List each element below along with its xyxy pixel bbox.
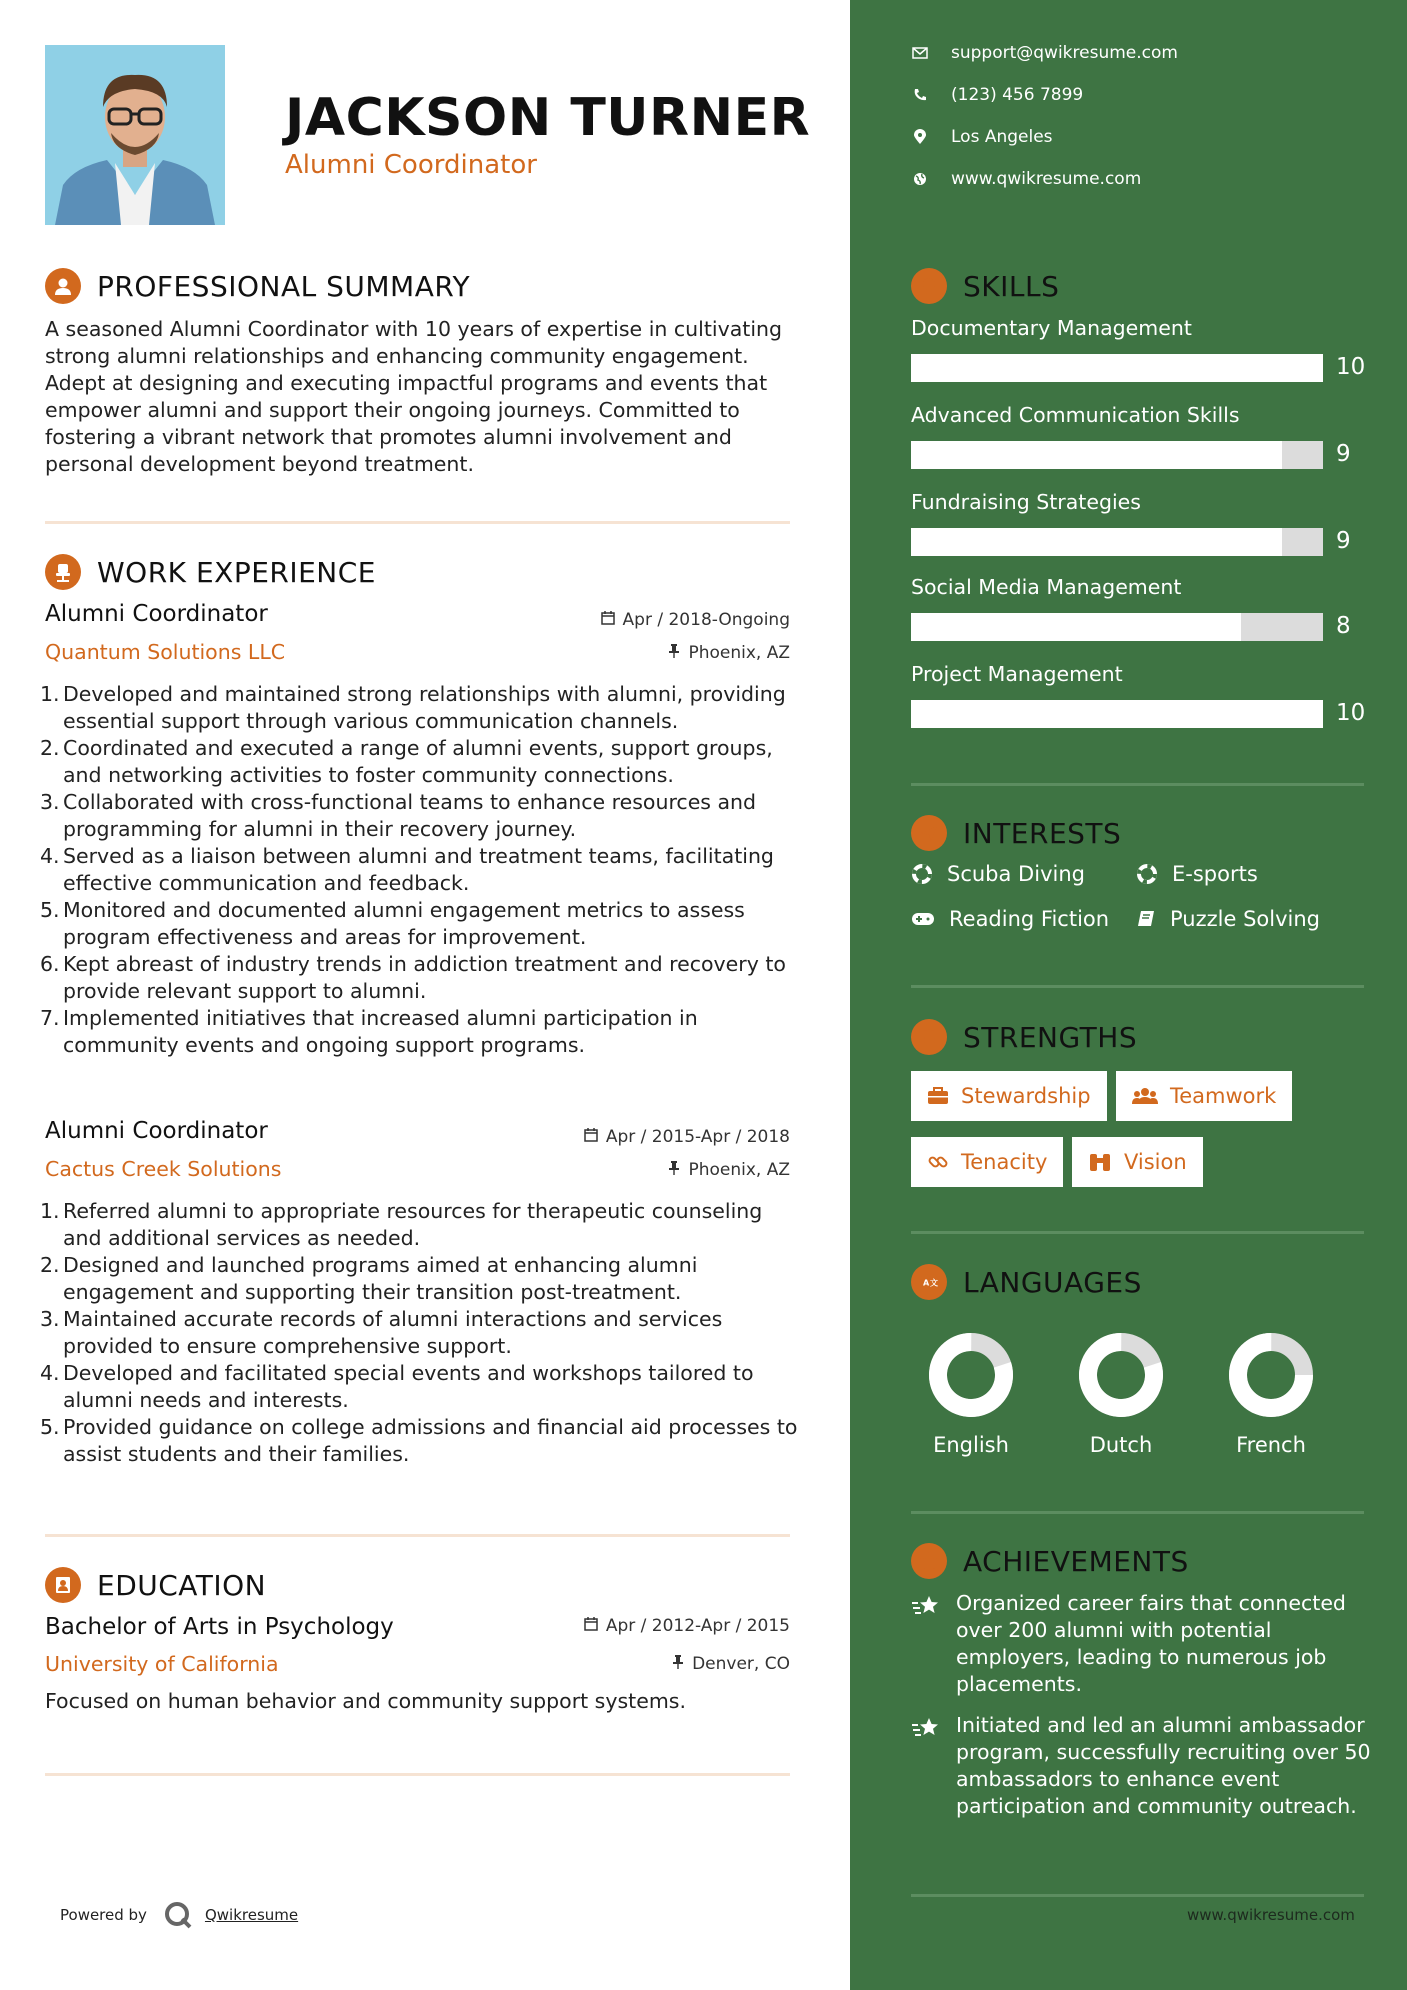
skill-name: Project Management [911, 662, 1123, 686]
interests-heading: INTERESTS [963, 816, 1122, 850]
job-title: Alumni Coordinator [45, 1118, 268, 1144]
skill-name: Social Media Management [911, 575, 1182, 599]
graduate-icon [45, 1567, 81, 1603]
skill-bar [911, 528, 1323, 556]
education-header [45, 1567, 266, 1603]
candidate-name: JACKSON TURNER [285, 88, 811, 148]
pin-icon [672, 1654, 684, 1674]
language-label: French [1236, 1433, 1306, 1457]
divider [911, 783, 1364, 786]
email-text[interactable]: support@qwikresume.com [951, 43, 1178, 63]
powered-by [60, 1900, 298, 1930]
job-bullets [40, 1198, 800, 1468]
education-dates-text: Apr / 2012-Apr / 2015 [605, 1616, 790, 1636]
skill-bar-fill [911, 700, 1323, 728]
divider [911, 985, 1364, 988]
candidate-title: Alumni Coordinator [285, 150, 537, 180]
powered-by-label: Powered by [60, 1906, 147, 1924]
contact-email [911, 43, 1178, 63]
experience-header [45, 554, 376, 590]
achievement-item [911, 1712, 1371, 1820]
job-location-text: Phoenix, AZ [688, 643, 790, 663]
degree-title: Bachelor of Arts in Psychology [45, 1614, 394, 1640]
strength-label: Stewardship [961, 1084, 1091, 1108]
achievement-item [911, 1590, 1371, 1698]
skill-value: 9 [1336, 441, 1351, 467]
interest-label: E-sports [1172, 862, 1258, 886]
job-bullets [40, 681, 800, 1059]
lightbulb-icon [911, 268, 947, 304]
education-description: Focused on human behavior and community support systems. [45, 1689, 686, 1713]
languages-heading: LANGUAGES [963, 1265, 1142, 1299]
job-location [450, 1160, 790, 1180]
interests-header [911, 815, 1121, 851]
lifebuoy-icon [911, 863, 933, 885]
divider [45, 1773, 790, 1776]
summary-header [45, 268, 470, 304]
interest-item [911, 862, 1085, 886]
divider [45, 1534, 790, 1537]
skill-bar-fill [911, 613, 1241, 641]
list-item: 3. Collaborated with cross-functional teams to enhance resources and programming for alumni in their recovery journey. [40, 790, 757, 841]
strength-label: Vision [1124, 1150, 1187, 1174]
contact-website [911, 169, 1141, 189]
job-location-text: Phoenix, AZ [688, 1160, 790, 1180]
list-item: 3. Maintained accurate records of alumni interactions and services provided to ensure comprehensive support. [40, 1307, 723, 1358]
star-icon [911, 1543, 947, 1579]
interest-label: Puzzle Solving [1170, 907, 1320, 931]
envelope-icon [911, 47, 929, 59]
job-location [450, 643, 790, 663]
job-dates [450, 610, 790, 630]
strength-tag [911, 1071, 1107, 1121]
lifebuoy-icon [1136, 863, 1158, 885]
skill-name: Documentary Management [911, 316, 1192, 340]
school-name: University of California [45, 1652, 279, 1676]
list-item: 1. Developed and maintained strong relationships with alumni, providing essential support through various communication channels. [40, 682, 786, 733]
qwikresume-link[interactable]: Qwikresume [204, 1906, 299, 1924]
skill-bar [911, 700, 1323, 728]
job-dates-text: Apr / 2015-Apr / 2018 [605, 1127, 790, 1147]
list-item: 7. Implemented initiatives that increased alumni participation in community events and ongoing support programs. [40, 1006, 698, 1057]
profile-photo [45, 45, 225, 225]
strength-label: Teamwork [1170, 1084, 1277, 1108]
divider [911, 1231, 1364, 1234]
skill-value: 8 [1336, 613, 1351, 639]
gamepad-icon [911, 911, 935, 927]
skills-heading: SKILLS [963, 269, 1060, 303]
divider [45, 521, 790, 524]
list-item: 5. Provided guidance on college admissions and financial aid processes to assist students and their families. [40, 1415, 798, 1466]
skill-name: Fundraising Strategies [911, 490, 1141, 514]
strength-tag [911, 1137, 1063, 1187]
svg-text:文: 文 [930, 1278, 938, 1288]
summary-text: A seasoned Alumni Coordinator with 10 years of expertise in cultivating strong alumni relationships and enhancing community engagement. Adept at designing and executing impactful programs and events that empower alumni and support their ongoing journeys. Committed to fostering a vibrant network that promotes alumni involvement and personal development beyond treatment. [45, 317, 783, 476]
strength-label: Tenacity [961, 1150, 1048, 1174]
contact-location [911, 127, 1053, 147]
language-donut [1211, 1330, 1331, 1424]
calendar-icon [584, 1127, 598, 1147]
strength-tag [1116, 1071, 1292, 1121]
list-item: 2. Designed and launched programs aimed at enhancing alumni engagement and supporting their transition post-treatment. [40, 1253, 698, 1304]
interest-label: Scuba Diving [947, 862, 1085, 886]
interest-item [1136, 862, 1258, 886]
language-donut [1061, 1330, 1181, 1424]
book-icon [1136, 909, 1156, 929]
strengths-heading: STRENGTHS [963, 1020, 1138, 1054]
language-donut [911, 1330, 1031, 1424]
achievements-heading: ACHIEVEMENTS [963, 1544, 1189, 1578]
languages-header [911, 1264, 1142, 1300]
skill-bar-fill [911, 441, 1282, 469]
interest-item [911, 907, 1109, 931]
paper-plane-icon [911, 815, 947, 851]
contact-phone [911, 85, 1083, 105]
strengths-header [911, 1019, 1137, 1055]
svg-text:A: A [923, 1278, 930, 1288]
divider [911, 1894, 1364, 1897]
website-text[interactable]: www.qwikresume.com [951, 169, 1142, 189]
language-label: Dutch [1089, 1433, 1153, 1457]
job-title: Alumni Coordinator [45, 601, 268, 627]
interest-label: Reading Fiction [949, 907, 1110, 931]
language-label: English [933, 1433, 1009, 1457]
users-icon [1132, 1087, 1158, 1105]
summary-heading: PROFESSIONAL SUMMARY [97, 269, 471, 303]
skill-bar-fill [911, 528, 1282, 556]
job-dates [450, 1127, 790, 1147]
phone-text: (123) 456 7899 [951, 85, 1084, 105]
education-dates [450, 1616, 790, 1636]
office-chair-icon [45, 554, 81, 590]
job-company: Cactus Creek Solutions [45, 1157, 282, 1181]
skills-header [911, 268, 1059, 304]
skill-name: Advanced Communication Skills [911, 403, 1240, 427]
skill-value: 9 [1336, 528, 1351, 554]
divider [911, 1511, 1364, 1514]
star-burst-icon [911, 1590, 956, 1698]
achievement-text: Organized career fairs that connected over 200 alumni with potential employers, leading to numerous job placements. [956, 1591, 1346, 1696]
education-location [450, 1654, 790, 1674]
star-burst-icon [911, 1712, 956, 1820]
location-text: Los Angeles [951, 127, 1053, 147]
skill-bar-fill [911, 354, 1323, 382]
list-item: 6. Kept abreast of industry trends in addiction treatment and recovery to provide relevant support to alumni. [40, 952, 786, 1003]
translate-icon [911, 1264, 947, 1300]
skill-value: 10 [1336, 700, 1366, 726]
education-heading: EDUCATION [97, 1568, 267, 1602]
achievement-text: Initiated and led an alumni ambassador program, successfully recruiting over 50 ambassadors to enhance event participation and community outreach. [956, 1713, 1371, 1818]
pin-icon [668, 643, 680, 663]
calendar-icon [601, 610, 615, 630]
skill-bar [911, 354, 1323, 382]
briefcase-icon [927, 1087, 949, 1105]
achievements-header [911, 1543, 1189, 1579]
strength-tag [1072, 1137, 1203, 1187]
education-location-text: Denver, CO [692, 1654, 790, 1674]
footer-website[interactable]: www.qwikresume.com [1187, 1906, 1355, 1924]
user-icon [45, 268, 81, 304]
skill-bar [911, 441, 1323, 469]
job-company: Quantum Solutions LLC [45, 640, 286, 664]
interest-item [1136, 907, 1320, 931]
skill-value: 10 [1336, 354, 1366, 380]
list-item: 2. Coordinated and executed a range of alumni events, support groups, and networking activities to foster community connections. [40, 736, 773, 787]
experience-heading: WORK EXPERIENCE [97, 555, 376, 589]
link-icon [927, 1151, 949, 1173]
calendar-icon [584, 1616, 598, 1636]
list-item: 4. Served as a liaison between alumni and treatment teams, facilitating effective communication and feedback. [40, 844, 774, 895]
list-item: 1. Referred alumni to appropriate resources for therapeutic counseling and additional services as needed. [40, 1199, 763, 1250]
map-pin-icon [911, 129, 929, 145]
job-dates-text: Apr / 2018-Ongoing [622, 610, 790, 630]
binoculars-icon [1088, 1152, 1112, 1172]
hand-icon [911, 1019, 947, 1055]
list-item: 4. Developed and facilitated special events and workshops tailored to alumni needs and interests. [40, 1361, 754, 1412]
pin-icon [668, 1160, 680, 1180]
list-item: 5. Monitored and documented alumni engagement metrics to assess program effectiveness and areas for improvement. [40, 898, 745, 949]
skill-bar [911, 613, 1323, 641]
phone-icon [911, 88, 929, 102]
globe-icon [911, 172, 929, 186]
qwikresume-logo-icon [163, 1900, 193, 1930]
